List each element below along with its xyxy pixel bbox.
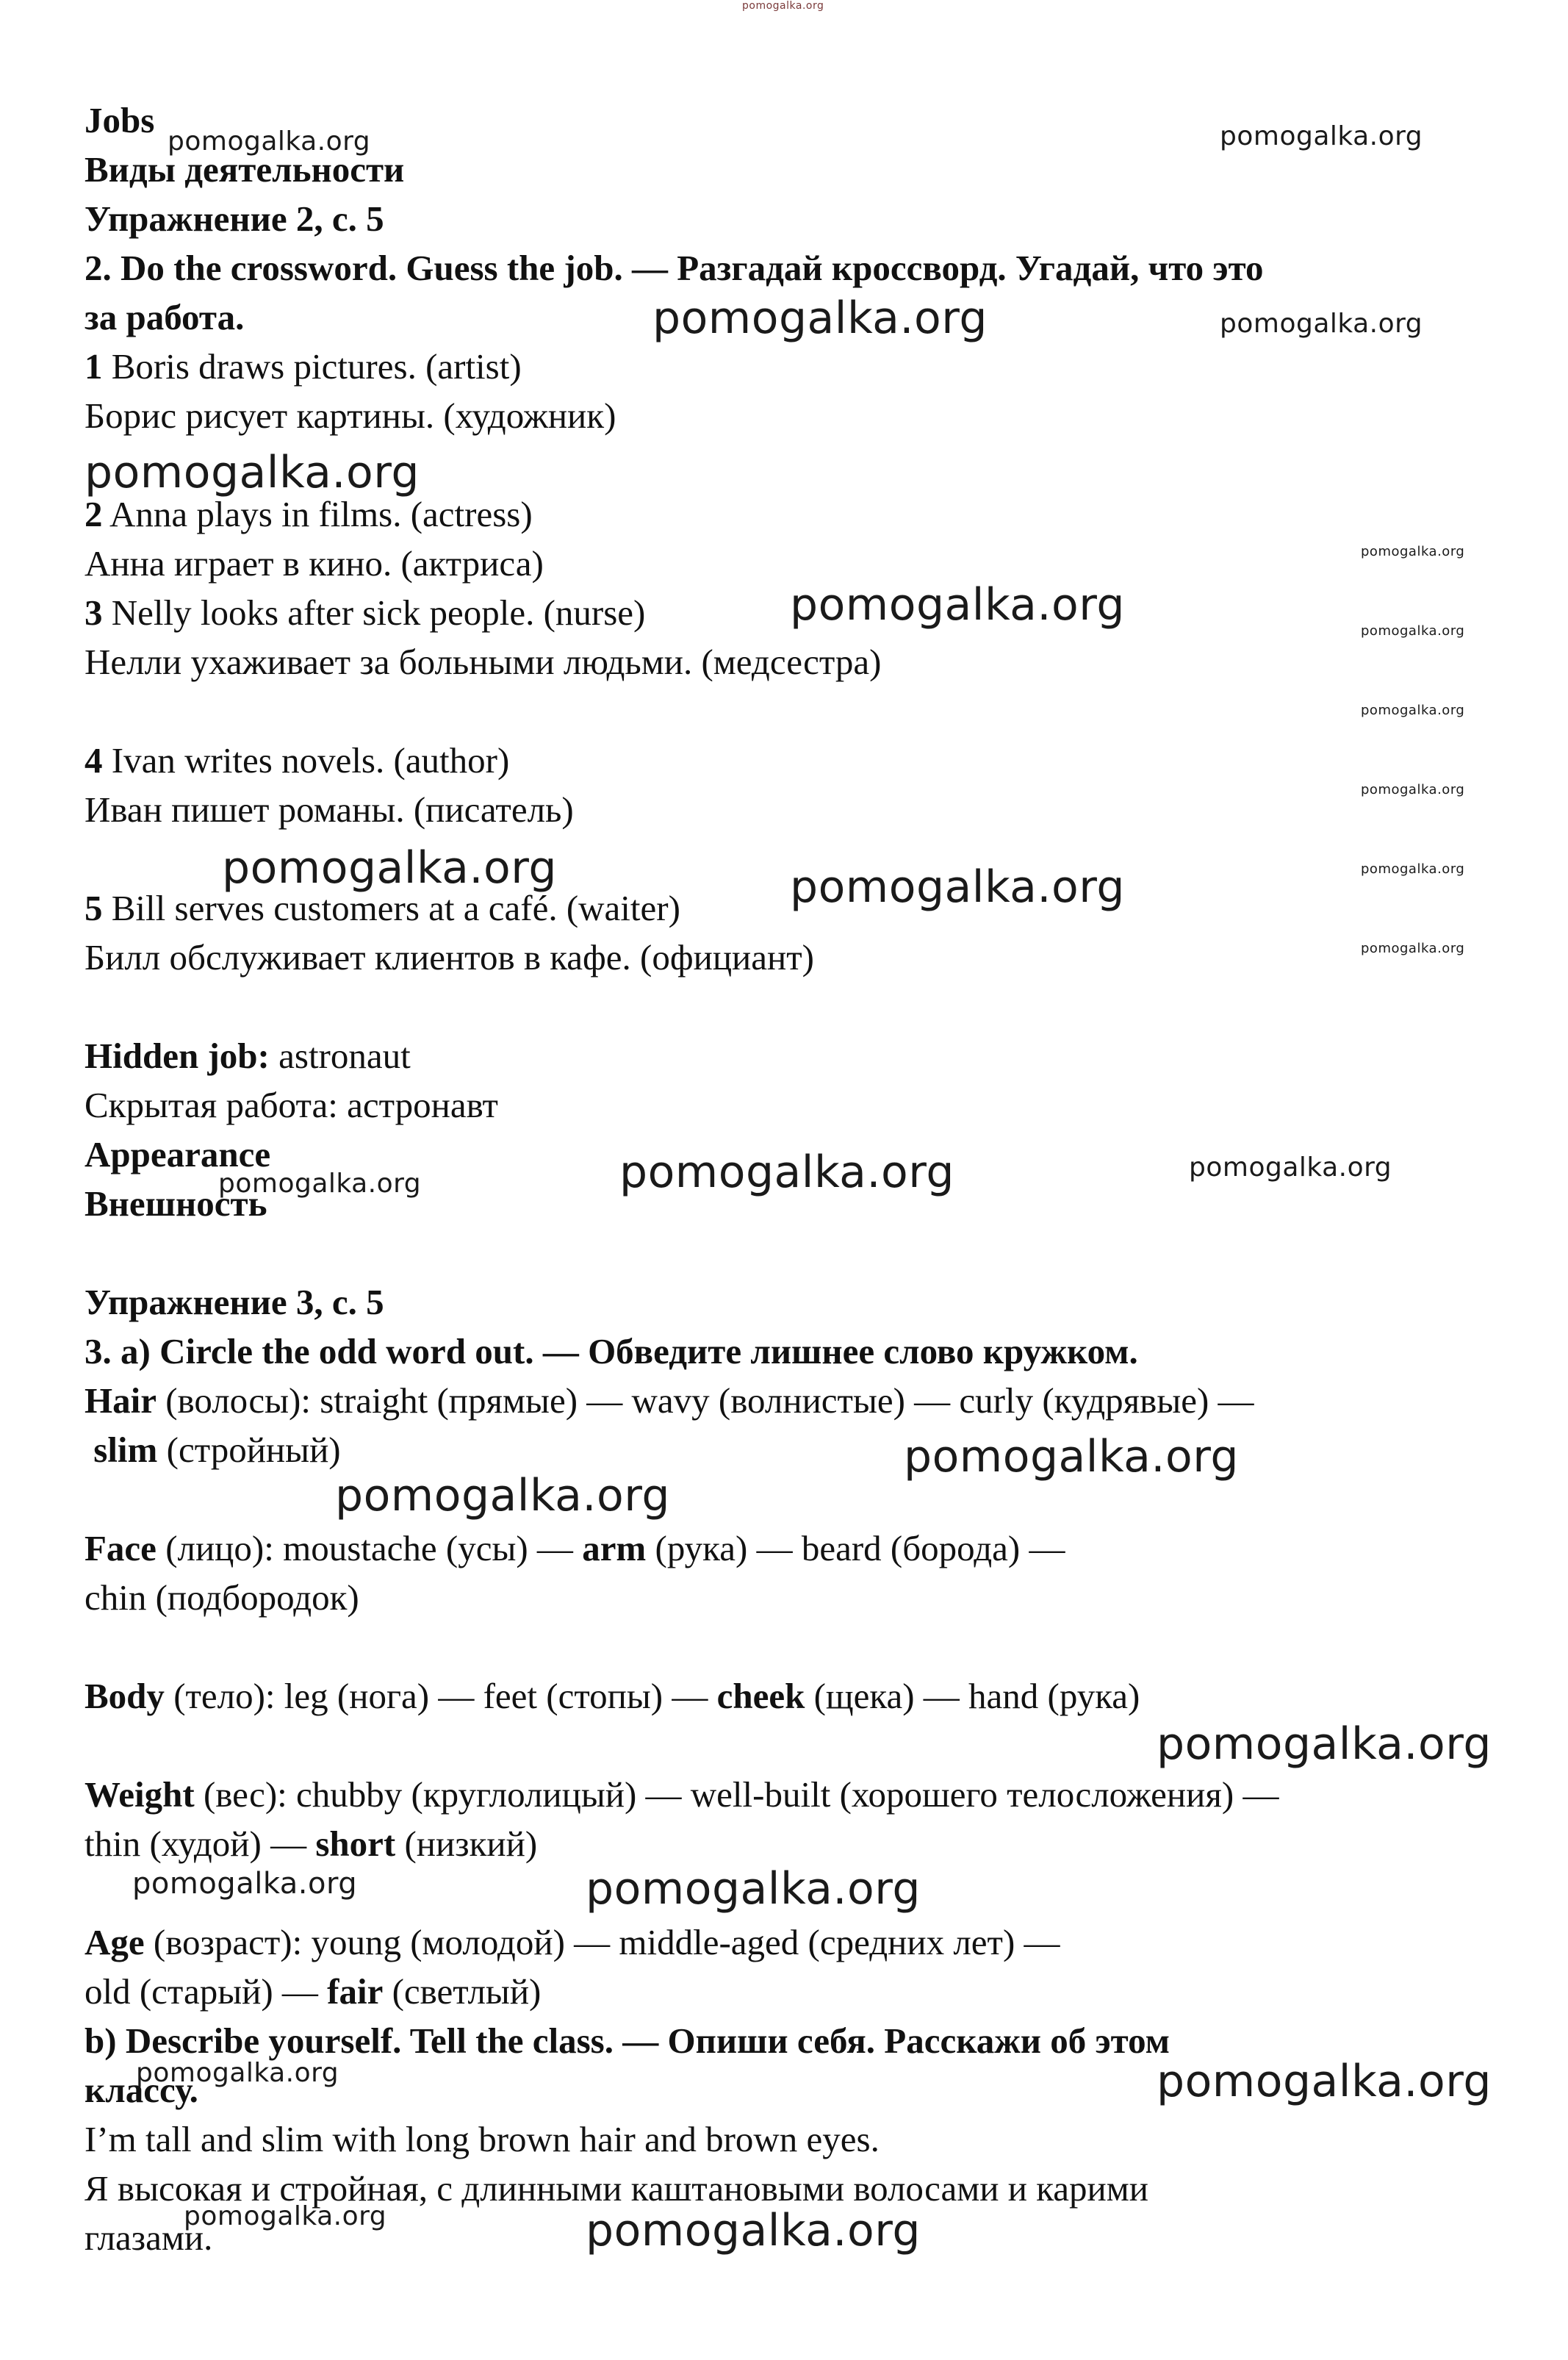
exercise-2-task-cont: за работа. <box>84 297 245 337</box>
odd-word-weight: short <box>315 1823 396 1864</box>
job-item-1-ru: Борис рисует картины. (художник) <box>84 395 616 436</box>
face-line-cont: chin (подбородок) <box>84 1577 359 1618</box>
job-item-5-ru: Билл обслуживает клиентов в кафе. (официант) <box>84 937 814 978</box>
watermark: pomogalka.org <box>652 293 988 344</box>
watermark: pomogalka.org <box>218 1169 422 1199</box>
exercise-3b-task: b) Describe yourself. Tell the class. — Опиши себя. Расскажи об этом <box>84 2020 1170 2061</box>
hair-line-cont: slim (стройный) <box>93 1430 341 1470</box>
age-line: Age (возраст): young (молодой) — middle-aged (средних лет) — <box>84 1922 1060 1962</box>
watermark: pomogalka.org <box>1361 861 1465 877</box>
watermark: pomogalka.org <box>1361 782 1465 797</box>
exercise-2-task: 2. Do the crossword. Guess the job. — Разгадай кроссворд. Угадай, что это <box>84 248 1264 288</box>
watermark: pomogalka.org <box>168 126 371 157</box>
watermark: pomogalka.org <box>1361 941 1465 956</box>
body-line: Body (тело): leg (нога) — feet (стопы) — cheek (щека) — hand (рука) <box>84 1676 1140 1716</box>
watermark: pomogalka.org <box>1361 703 1465 718</box>
watermark: pomogalka.org <box>1189 1152 1392 1183</box>
exercise-3a-task: 3. a) Circle the odd word out. — Обведите лишнее слово кружком. <box>84 1331 1138 1371</box>
watermark: pomogalka.org <box>222 842 557 894</box>
answer-ru-cont: глазами. <box>84 2217 213 2258</box>
exercise-2-heading: Упражнение 2, с. 5 <box>84 198 384 239</box>
section-title-jobs: Jobs <box>84 100 155 140</box>
watermark: pomogalka.org <box>335 1470 670 1521</box>
watermark: pomogalka.org <box>586 1863 921 1915</box>
job-item-4-en: 4 Ivan writes novels. (author) <box>84 740 510 781</box>
weight-line-cont: thin (худой) — short (низкий) <box>84 1823 538 1864</box>
section-title-jobs-ru: Виды деятельности <box>84 149 405 190</box>
answer-en: I’m tall and slim with long brown hair and brown eyes. <box>84 2119 880 2159</box>
job-item-3-ru: Нелли ухаживает за больными людьми. (медсестра) <box>84 642 882 682</box>
watermark: pomogalka.org <box>619 1147 954 1198</box>
section-title-appearance: Appearance <box>84 1134 271 1174</box>
answer-ru: Я высокая и стройная, с длинными каштановыми волосами и карими <box>84 2168 1148 2209</box>
job-item-1-en: 1 Boris draws pictures. (artist) <box>84 346 522 387</box>
weight-line: Weight (вес): chubby (круглолицый) — well-built (хорошего телосложения) — <box>84 1774 1279 1815</box>
odd-word-face: arm <box>582 1528 647 1568</box>
hidden-job: Hidden job: astronaut <box>84 1036 411 1076</box>
watermark: pomogalka.org <box>1361 623 1465 639</box>
job-item-4-ru: Иван пишет романы. (писатель) <box>84 789 574 830</box>
job-item-5-en: 5 Bill serves customers at a café. (waiter) <box>84 888 680 928</box>
hair-line: Hair (волосы): straight (прямые) — wavy (волнистые) — curly (кудрявые) — <box>84 1380 1254 1421</box>
watermark-top: pomogalka.org <box>742 0 824 12</box>
job-item-2-en: 2 Anna plays in films. (actress) <box>84 494 533 534</box>
odd-word-age: fair <box>327 1971 384 2012</box>
exercise-3-heading: Упражнение 3, с. 5 <box>84 1282 384 1322</box>
watermark: pomogalka.org <box>790 861 1125 913</box>
watermark: pomogalka.org <box>1157 1718 1492 1770</box>
watermark: pomogalka.org <box>904 1431 1239 1482</box>
watermark: pomogalka.org <box>1361 544 1465 559</box>
face-line: Face (лицо): moustache (усы) — arm (рука) — beard (борода) — <box>84 1528 1065 1568</box>
odd-word-body: cheek <box>716 1676 805 1716</box>
document-body <box>84 96 1525 2262</box>
job-item-3-en: 3 Nelly looks after sick people. (nurse) <box>84 592 646 633</box>
age-line-cont: old (старый) — fair (светлый) <box>84 1971 542 2012</box>
watermark: pomogalka.org <box>1220 309 1423 339</box>
hidden-job-ru: Скрытая работа: астронавт <box>84 1085 498 1125</box>
watermark: pomogalka.org <box>1157 2056 1492 2107</box>
watermark: pomogalka.org <box>132 1867 358 1901</box>
watermark: pomogalka.org <box>136 2058 339 2088</box>
odd-word-hair: slim <box>93 1430 158 1470</box>
watermark: pomogalka.org <box>184 2201 387 2231</box>
exercise-3b-task-cont: классу. <box>84 2070 198 2110</box>
job-item-2-ru: Анна играет в кино. (актриса) <box>84 543 544 584</box>
watermark: pomogalka.org <box>1220 121 1423 151</box>
watermark: pomogalka.org <box>586 2205 921 2256</box>
section-title-appearance-ru: Внешность <box>84 1183 267 1224</box>
watermark: pomogalka.org <box>790 579 1125 631</box>
watermark: pomogalka.org <box>84 447 420 498</box>
